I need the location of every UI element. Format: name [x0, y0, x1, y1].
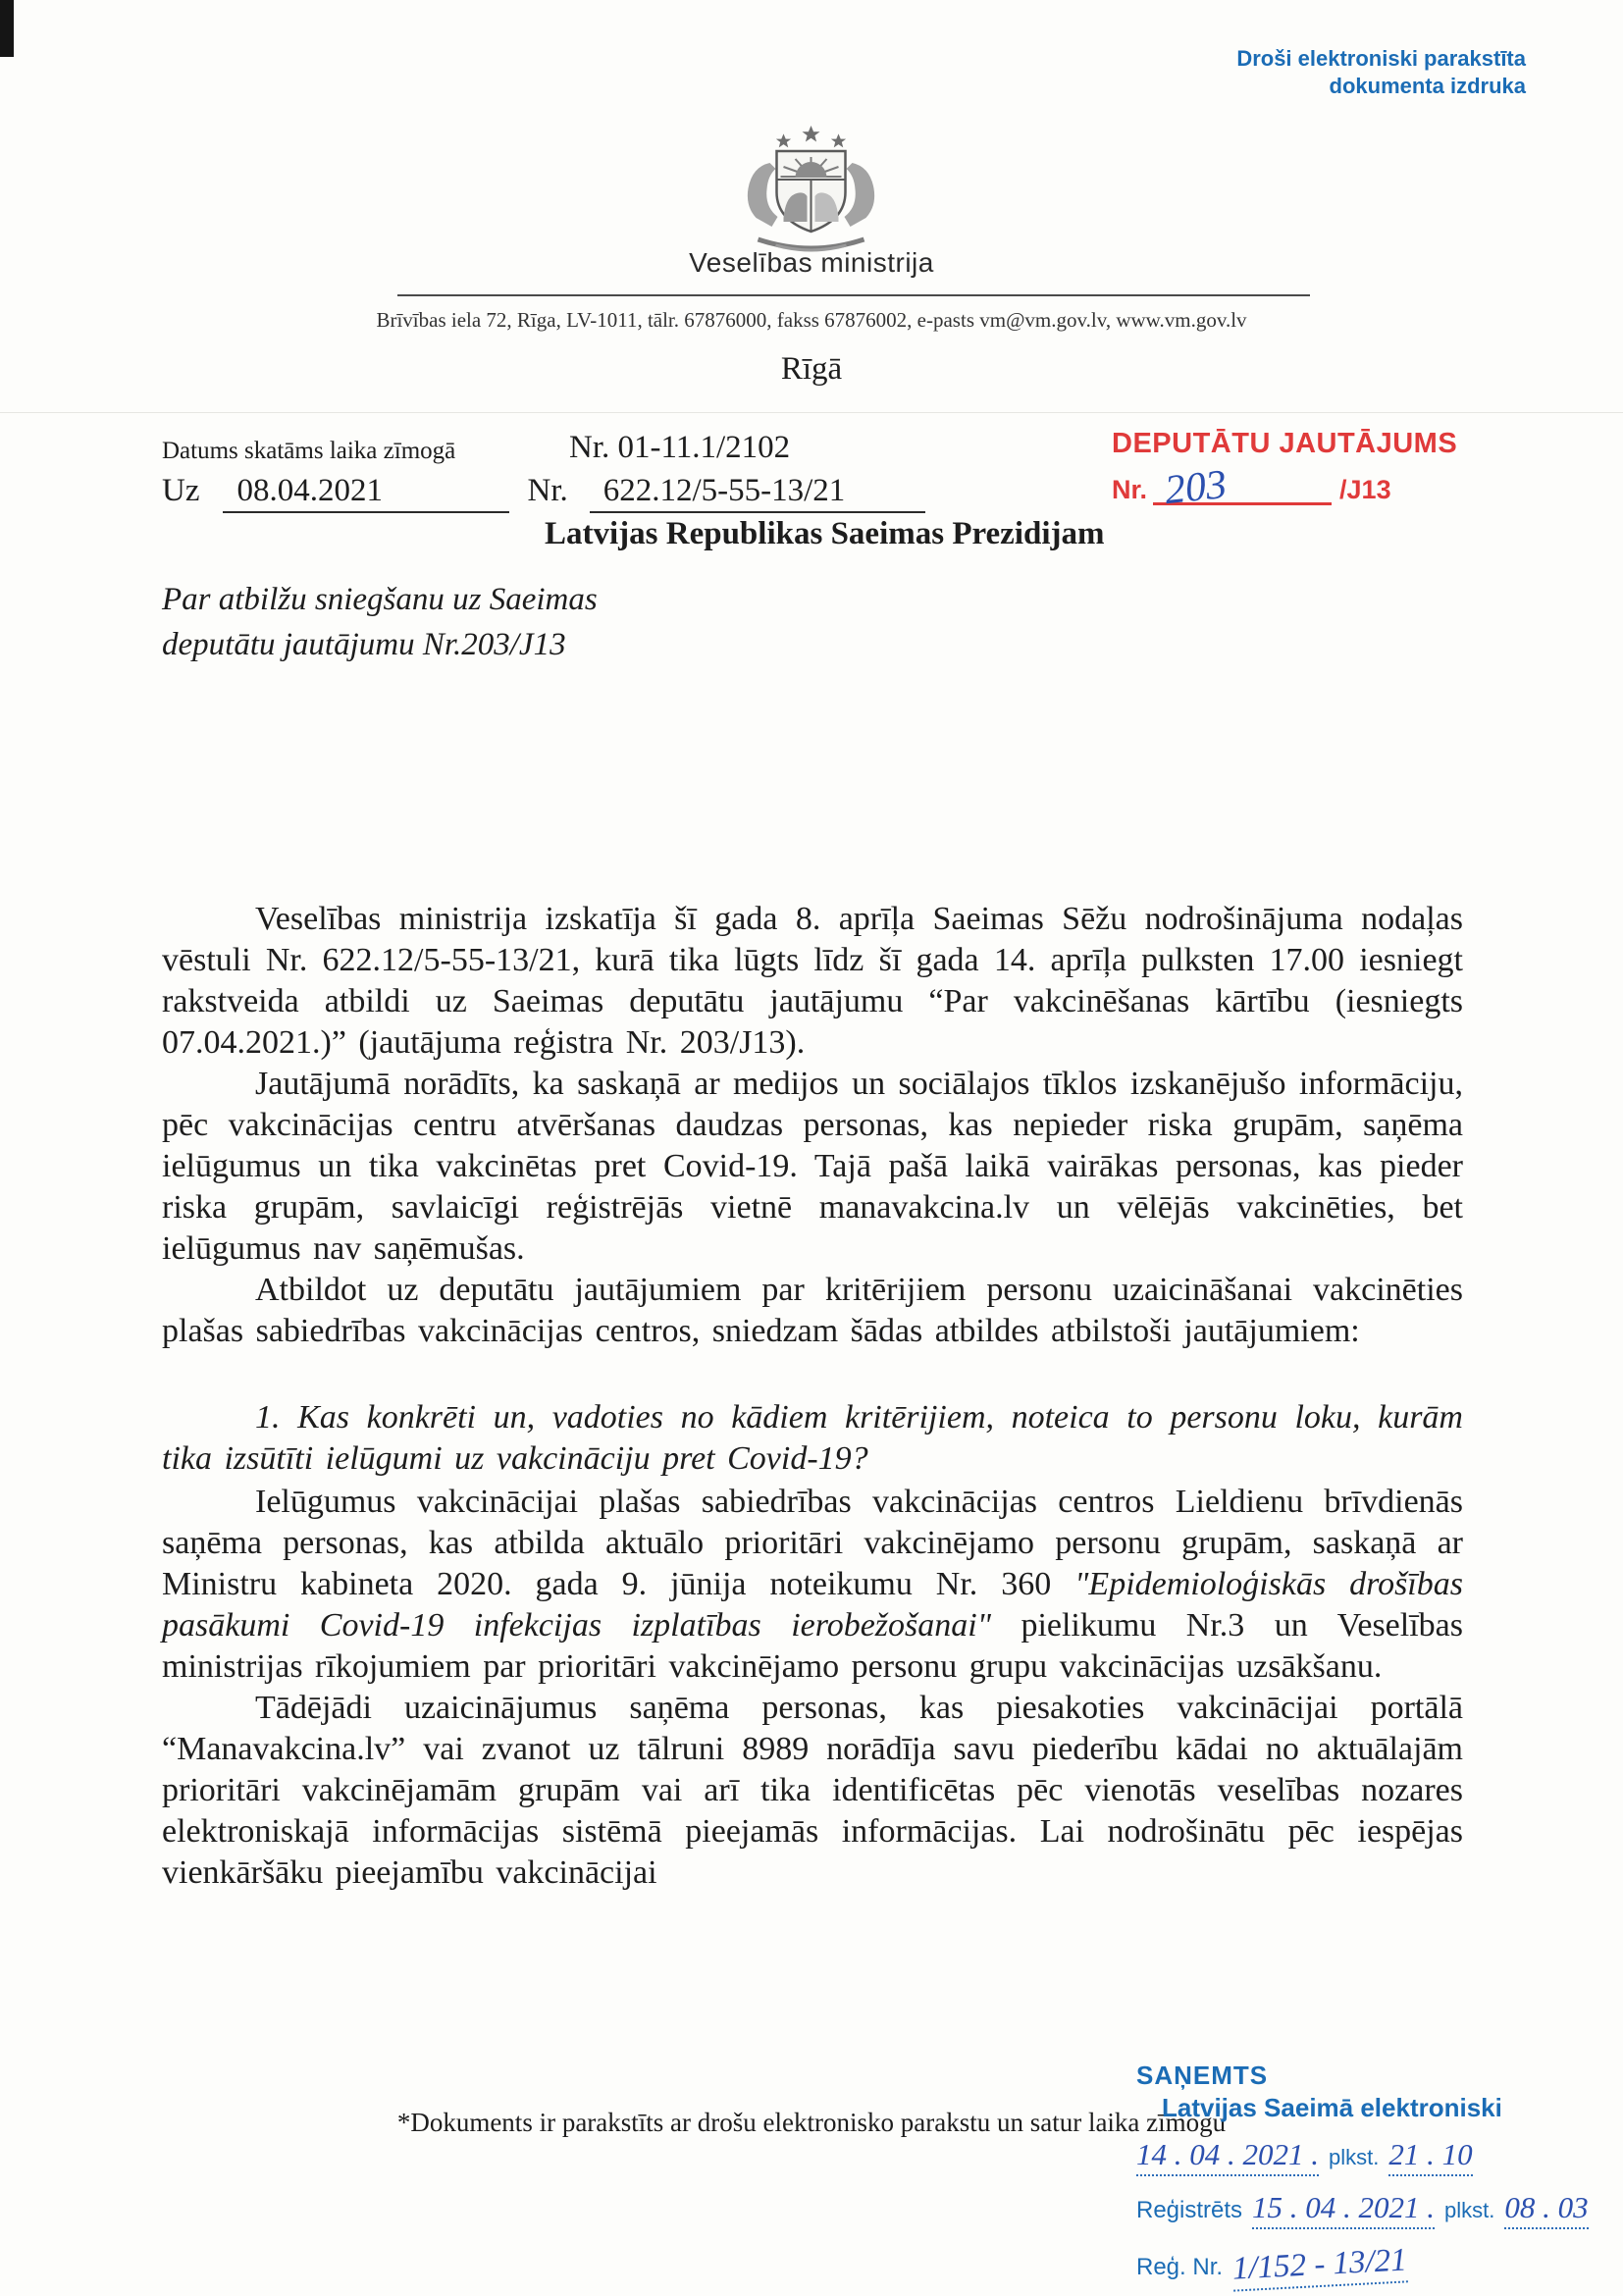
scan-artifact	[0, 0, 14, 57]
paragraph-4-text-c: pielikumu Nr.3 un Veselības ministrijas rīkojumiem par prioritāri vakcinējamo personu grupu vakcinācijas uzsākšanu.	[162, 1607, 1463, 1685]
paragraph-4-regulation-title: "Epidemioloģiskās drošības pasākumi Covid-19 infekcijas izplatības ierobežošanai"	[162, 1566, 1463, 1644]
uz-date-value: 08.04.2021	[223, 473, 509, 513]
paragraph-3: Atbildot uz deputātu jautājumiem par kritērijiem personu uzaicināšanai vakcinēties plašas sabiedrības vakcinācijas centros, sniedzam šādas atbildes atbilstoši jautājumiem:	[162, 1272, 1463, 1349]
paragraph-5: Tādējādi uzaicinājumus saņēma personas, kas piesakoties vakcinācijai portālā “Manavakcina.lv” vai zvanot uz tālruni 8989 norādīja savu piederību kādai no aktuālajām prioritāri vakcinējamām grupām vai arī tika identificētas pēc vienotās veselības nozares elektroniskajā informācijas sistēmā pieejamās informācijas. Lai nodrošinātu pēc iespējas vienkāršāku pieejamību vakcinācijai	[162, 1690, 1463, 1891]
header-divider	[397, 294, 1310, 296]
signature-footnote: *Dokuments ir parakstīts ar drošu elektronisko parakstu un satur laika zīmogu	[396, 2108, 1227, 2137]
ministry-address-line: Brīvības iela 72, Rīga, LV-1011, tālr. 67876000, fakss 67876002, e-pasts vm@vm.gov.lv, www.vm.gov.lv	[376, 308, 1247, 332]
scan-fold-line	[0, 412, 1623, 413]
city-line: Rīgā	[780, 351, 843, 387]
reg-nr-label: Reģ. Nr.	[1136, 2254, 1224, 2280]
subject-line2: deputātu jautājumu Nr.203/J13	[162, 627, 566, 662]
paragraph-4-text-a: Ielūgumus vakcinācijai plašas sabiedrības vakcinācijas centros Lieldienu brīvdienās saņēma personas, kas atbilda aktuālo prioritāri vakcinējamo personu grupām, saskaņā ar Ministru kabineta 2020. gada 9. jūnija noteikumu Nr. 360	[162, 1484, 1463, 1602]
print-note-line1: Droši elektroniski parakstīta	[1236, 46, 1526, 71]
registration-number-row	[1136, 2242, 1623, 2287]
received-stamp-subtitle: Latvijas Saeimā elektroniski	[1162, 2093, 1502, 2122]
plkst-label: plkst.	[1329, 2145, 1380, 2169]
received-date-handwritten: 14 . 04 . 2021 .	[1136, 2137, 1319, 2176]
outgoing-number: Nr. 01-11.1/2102	[569, 430, 791, 465]
ministry-name: Veselības ministrija	[689, 247, 934, 278]
recipient-line: Latvijas Republikas Saeimas Prezidijam	[545, 516, 1105, 551]
stamp-nr-handwritten: 203	[1162, 461, 1230, 514]
received-stamp-title: SAŅEMTS	[1136, 2061, 1269, 2090]
received-time-handwritten: 21 . 10	[1388, 2137, 1472, 2176]
letter-body	[162, 899, 1463, 1894]
deputy-question-stamp-number-row	[1112, 461, 1457, 514]
registered-plkst-label: plkst.	[1444, 2198, 1495, 2222]
timestamp-note: Datums skatāms laika zīmogā	[162, 438, 456, 464]
paragraph-4	[162, 1482, 1463, 1688]
uz-label: Uz	[162, 473, 200, 508]
subject-block	[162, 577, 598, 667]
registered-time-handwritten: 08 . 03	[1504, 2190, 1588, 2229]
stamp-nr-line	[1153, 461, 1332, 514]
deputy-question-stamp-title: DEPUTĀTU JAUTĀJUMS	[1112, 428, 1458, 459]
registered-label: Reģistrēts	[1136, 2197, 1243, 2223]
question-1: 1. Kas konkrēti un, vadoties no kādiem kritērijiem, noteica to personu loku, kurām tika izsūtīti ielūgumi uz vakcināciju pret Covid-19?	[162, 1399, 1463, 1477]
registered-date-row	[1136, 2190, 1623, 2229]
paragraph-1: Veselības ministrija izskatīja šī gada 8. aprīļa Saeimas Sēžu nodrošinājuma nodaļas vēstuli Nr. 622.12/5-55-13/21, kurā tika lūgts līdz šī gada 14. aprīļa pulksten 17.00 iesniegt rakstveida atbildi uz Saeimas deputātu jautājumu “Par vakcinēšanas kārtību (iesniegts 07.04.2021.)” (jautājuma reģistra Nr. 203/J13).	[162, 901, 1463, 1061]
registered-date-handwritten: 15 . 04 . 2021 .	[1252, 2190, 1435, 2229]
reg-nr-handwritten: 1/152 - 13/21	[1231, 2242, 1408, 2291]
saeima-received-stamp	[1136, 2061, 1623, 2287]
deputy-question-stamp	[1112, 428, 1458, 514]
subject-line1: Par atbilžu sniegšanu uz Saeimas	[162, 582, 598, 617]
coat-of-arms-icon	[721, 126, 903, 253]
electronic-signature-print-note	[1236, 45, 1526, 100]
paragraph-2: Jautājumā norādīts, ka saskaņā ar medijos un sociālajos tīklos izskanējušo informāciju, pēc vakcinācijas centru atvēršanas daudzas personas, kas nepieder riska grupām, saņēma ielūgumus un tika vakcinētas pret Covid-19. Tajā pašā laikā vairākas personas, kas pieder riska grupām, savlaicīgi reģistrējās vietnē manavakcina.lv un vēlējās vakcinēties, bet ielūgumus nav saņēmušas.	[162, 1066, 1463, 1267]
received-date-row	[1136, 2137, 1623, 2176]
stamp-nr-label: Nr.	[1112, 475, 1148, 504]
reference-row	[162, 473, 925, 513]
stamp-nr-suffix: /J13	[1339, 475, 1391, 504]
print-note-line2: dokumenta izdruka	[1329, 74, 1526, 98]
incoming-nr-value: 622.12/5-55-13/21	[590, 473, 925, 513]
latvia-coat-of-arms	[721, 126, 903, 258]
incoming-nr-label: Nr.	[527, 473, 568, 508]
